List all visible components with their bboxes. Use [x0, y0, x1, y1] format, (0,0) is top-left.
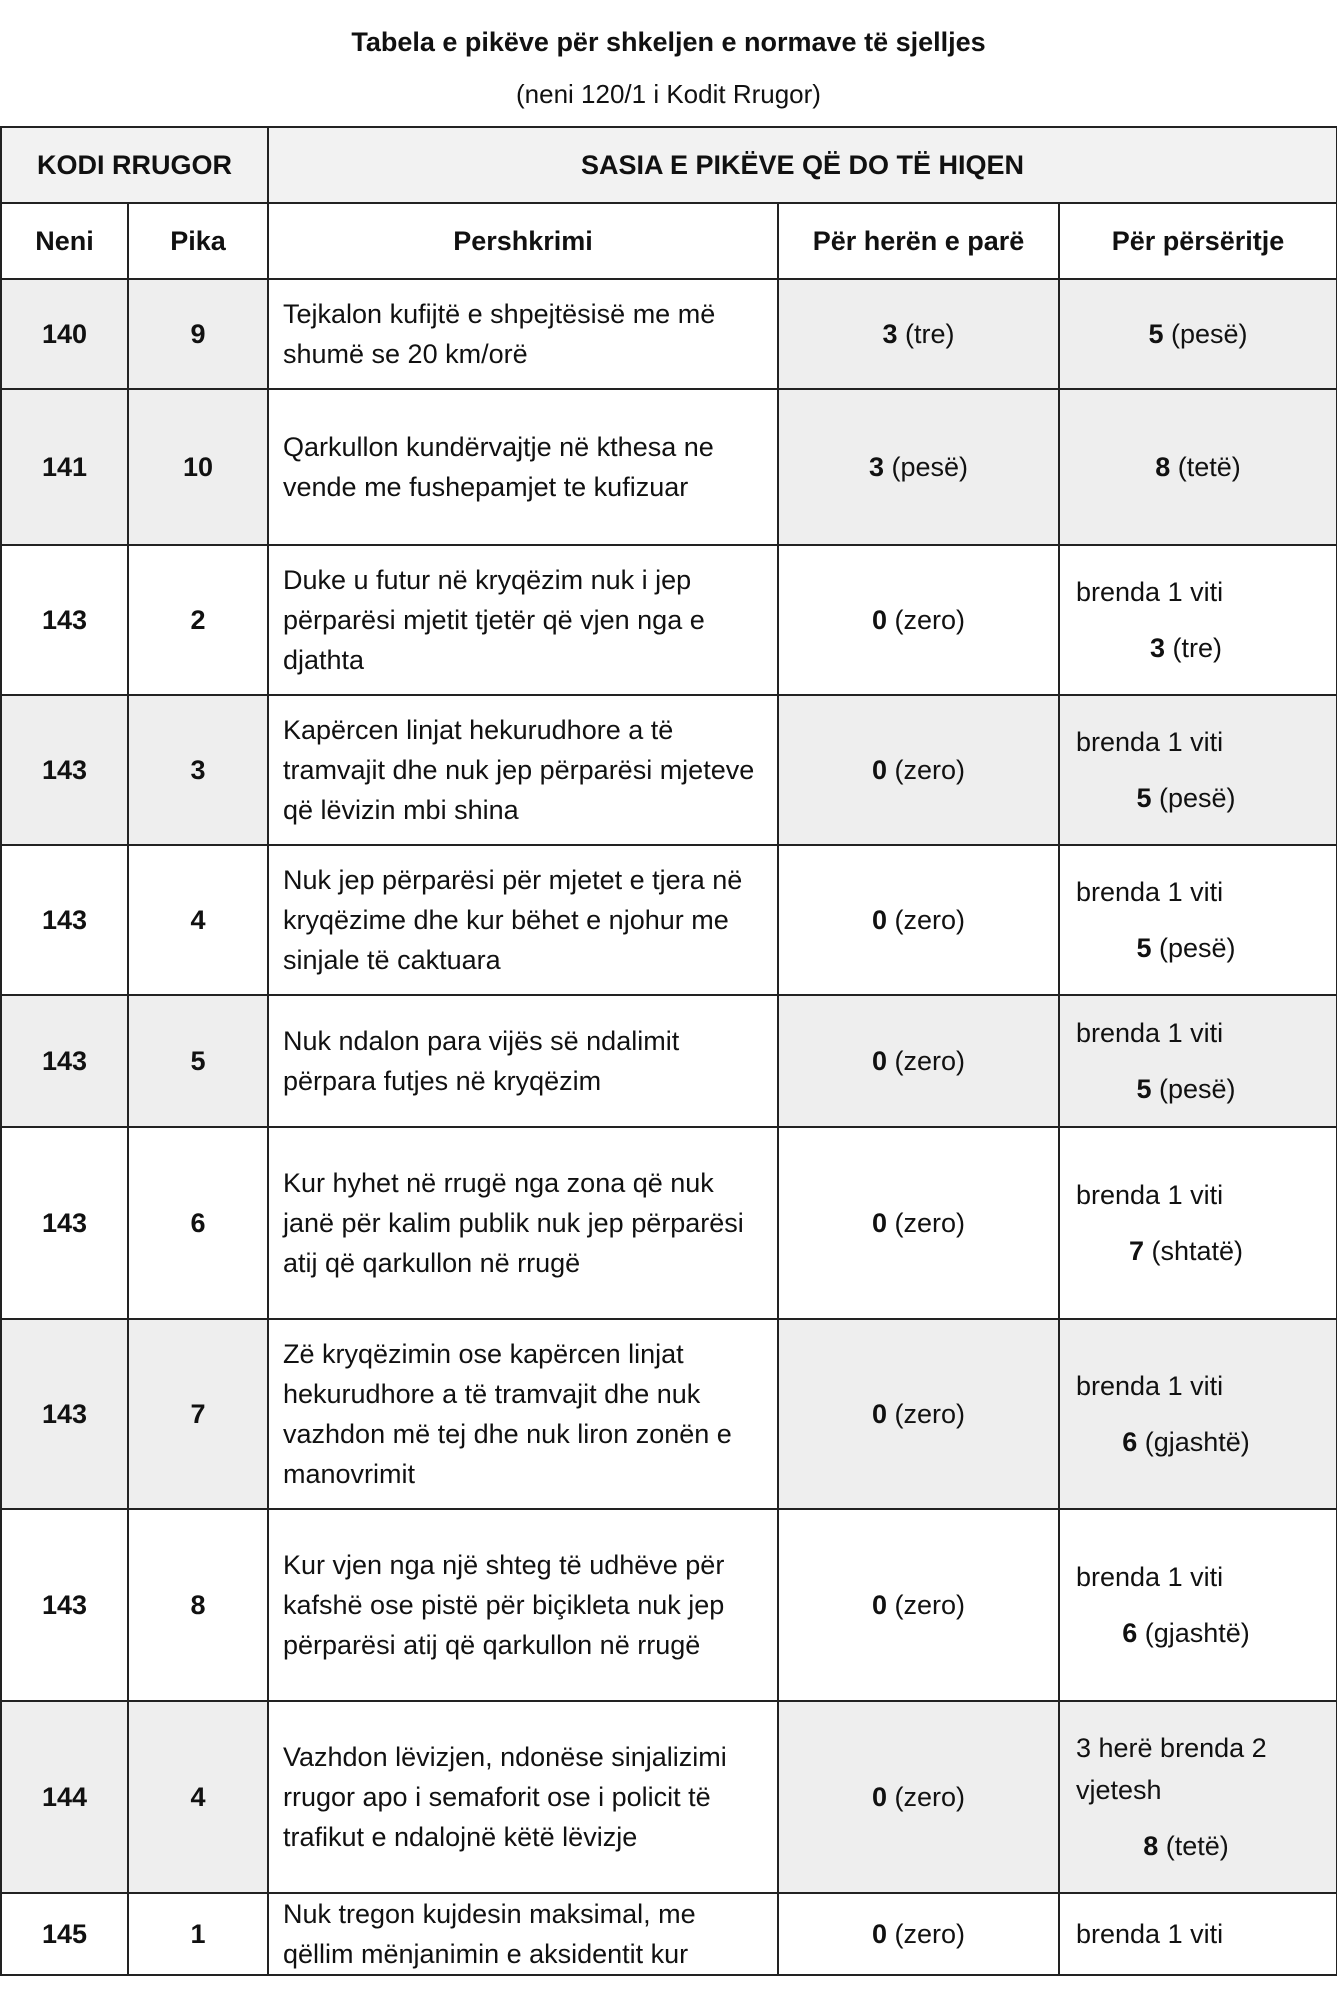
cell-neni: 143 — [1, 1319, 128, 1509]
first-time-number: 0 — [871, 1399, 887, 1429]
first-time-word: (zero) — [894, 905, 966, 935]
cell-pika: 4 — [128, 1701, 268, 1893]
header-neni: Neni — [1, 203, 128, 279]
cell-first-time — [778, 279, 1059, 389]
first-time-number: 0 — [871, 1590, 887, 1620]
first-time-number: 0 — [871, 1782, 887, 1812]
first-time-number: 0 — [871, 1208, 887, 1238]
cell-description: Tejkalon kufijtë e shpejtësisë me më shumë se 20 km/orë — [268, 279, 778, 389]
cell-pika: 8 — [128, 1509, 268, 1701]
cell-pika: 7 — [128, 1319, 268, 1509]
cell-repeat — [1059, 1319, 1337, 1509]
cell-first-time — [778, 845, 1059, 995]
cell-pika: 6 — [128, 1127, 268, 1319]
table-body — [1, 279, 1337, 1975]
repeat-period: brenda 1 viti — [1076, 877, 1224, 907]
cell-first-time — [778, 1893, 1059, 1975]
cell-repeat — [1059, 1893, 1337, 1975]
repeat-period: brenda 1 viti — [1076, 1562, 1224, 1592]
first-time-number: 0 — [871, 1919, 887, 1949]
first-time-word: (zero) — [894, 605, 966, 635]
repeat-number: 8 — [1155, 452, 1171, 482]
header-row-main — [1, 127, 1337, 203]
repeat-points — [1076, 1068, 1336, 1110]
repeat-points — [1076, 927, 1336, 969]
repeat-period: brenda 1 viti — [1076, 727, 1224, 757]
first-time-word: (zero) — [894, 755, 966, 785]
first-time-number: 0 — [871, 755, 887, 785]
repeat-word: (shtatë) — [1151, 1236, 1244, 1266]
table-row — [1, 389, 1337, 545]
cell-description: Zë kryqëzimin ose kapërcen linjat hekurudhore a të tramvajit dhe nuk vazhdon më tej dhe nuk liron zonën e manovrimit — [268, 1319, 778, 1509]
cell-pika: 3 — [128, 695, 268, 845]
cell-neni: 143 — [1, 695, 128, 845]
header-sasia: SASIA E PIKËVE QË DO TË HIQEN — [268, 127, 1337, 203]
repeat-points — [1076, 777, 1336, 819]
repeat-number: 5 — [1136, 783, 1152, 813]
cell-neni: 143 — [1, 545, 128, 695]
table-row — [1, 1319, 1337, 1509]
repeat-word: (pesë) — [1159, 1074, 1236, 1104]
cell-pika: 5 — [128, 995, 268, 1127]
first-time-word: (zero) — [894, 1782, 966, 1812]
cell-neni: 143 — [1, 995, 128, 1127]
repeat-number: 8 — [1143, 1831, 1159, 1861]
cell-pika: 2 — [128, 545, 268, 695]
first-time-word: (zero) — [894, 1399, 966, 1429]
first-time-number: 0 — [871, 905, 887, 935]
cell-description: Kur vjen nga një shteg të udhëve për kafshë ose pistë për biçikleta nuk jep përparësi atij që qarkullon në rrugë — [268, 1509, 778, 1701]
header-pershkrimi: Pershkrimi — [268, 203, 778, 279]
repeat-points — [1148, 319, 1247, 349]
cell-first-time — [778, 995, 1059, 1127]
cell-pika: 9 — [128, 279, 268, 389]
cell-description: Nuk tregon kujdesin maksimal, me qëllim mënjanimin e aksidentit kur — [268, 1893, 778, 1975]
cell-neni: 143 — [1, 1509, 128, 1701]
cell-pika: 10 — [128, 389, 268, 545]
repeat-period: brenda 1 viti — [1076, 577, 1224, 607]
repeat-points — [1076, 1612, 1336, 1654]
cell-repeat — [1059, 279, 1337, 389]
cell-description: Kapërcen linjat hekurudhore a të tramvajit dhe nuk jep përparësi mjeteve që lëvizin mbi shina — [268, 695, 778, 845]
cell-first-time — [778, 1127, 1059, 1319]
header-pika: Pika — [128, 203, 268, 279]
repeat-word: (tetë) — [1165, 1831, 1229, 1861]
table-row — [1, 1509, 1337, 1701]
repeat-points — [1076, 1825, 1336, 1867]
first-time-number: 3 — [868, 452, 884, 482]
table-row — [1, 845, 1337, 995]
repeat-number: 5 — [1136, 1074, 1152, 1104]
first-time-word: (zero) — [894, 1208, 966, 1238]
repeat-number: 5 — [1136, 933, 1152, 963]
cell-pika: 4 — [128, 845, 268, 995]
header-kodi-rrugor: KODI RRUGOR — [1, 127, 268, 203]
cell-repeat — [1059, 1509, 1337, 1701]
cell-repeat — [1059, 1701, 1337, 1893]
points-table — [0, 126, 1337, 1976]
header-row-columns — [1, 203, 1337, 279]
repeat-number: 7 — [1128, 1236, 1144, 1266]
repeat-word: (pesë) — [1159, 783, 1236, 813]
cell-repeat — [1059, 545, 1337, 695]
repeat-word: (tre) — [1172, 633, 1223, 663]
repeat-number: 5 — [1148, 319, 1164, 349]
repeat-period: 3 herë brenda 2 vjetesh — [1076, 1733, 1267, 1805]
cell-neni: 140 — [1, 279, 128, 389]
first-time-number: 0 — [871, 1046, 887, 1076]
cell-neni: 144 — [1, 1701, 128, 1893]
repeat-period: brenda 1 viti — [1076, 1018, 1224, 1048]
cell-first-time — [778, 1319, 1059, 1509]
table-row — [1, 279, 1337, 389]
cell-repeat — [1059, 695, 1337, 845]
first-time-word: (zero) — [894, 1590, 966, 1620]
page-title: Tabela e pikëve për shkeljen e normave të sjelljes — [351, 27, 986, 57]
header-repeat: Për përsëritje — [1059, 203, 1337, 279]
repeat-points — [1076, 1230, 1336, 1272]
repeat-word: (tetë) — [1177, 452, 1241, 482]
repeat-number: 3 — [1149, 633, 1166, 663]
cell-first-time — [778, 545, 1059, 695]
page-subtitle: (neni 120/1 i Kodit Rrugor) — [516, 79, 821, 109]
cell-neni: 143 — [1, 845, 128, 995]
repeat-number: 6 — [1122, 1427, 1138, 1457]
cell-repeat — [1059, 995, 1337, 1127]
cell-neni: 145 — [1, 1893, 128, 1975]
cell-neni: 143 — [1, 1127, 128, 1319]
cell-first-time — [778, 695, 1059, 845]
cell-description: Kur hyhet në rrugë nga zona që nuk janë për kalim publik nuk jep përparësi atij që qarkullon në rrugë — [268, 1127, 778, 1319]
repeat-word: (gjashtë) — [1144, 1618, 1250, 1648]
first-time-word: (pesë) — [891, 452, 969, 482]
first-time-number: 0 — [871, 605, 887, 635]
repeat-word: (pesë) — [1171, 319, 1248, 349]
repeat-word: (gjashtë) — [1144, 1427, 1250, 1457]
cell-repeat — [1059, 1127, 1337, 1319]
repeat-points — [1155, 452, 1241, 482]
first-time-word: (zero) — [894, 1046, 966, 1076]
repeat-period: brenda 1 viti — [1076, 1371, 1224, 1401]
cell-description: Nuk ndalon para vijës së ndalimit përpara futjes në kryqëzim — [268, 995, 778, 1127]
first-time-word: (zero) — [894, 1919, 966, 1949]
cell-repeat — [1059, 389, 1337, 545]
cell-first-time — [778, 389, 1059, 545]
table-row — [1, 1127, 1337, 1319]
cell-description: Nuk jep përparësi për mjetet e tjera në kryqëzime dhe kur bëhet e njohur me sinjale të caktuara — [268, 845, 778, 995]
table-row — [1, 695, 1337, 845]
first-time-number: 3 — [882, 319, 898, 349]
table-row — [1, 995, 1337, 1127]
header-first-time: Për herën e parë — [778, 203, 1059, 279]
table-row — [1, 1893, 1337, 1975]
cell-first-time — [778, 1701, 1059, 1893]
cell-neni: 141 — [1, 389, 128, 545]
cell-description: Duke u futur në kryqëzim nuk i jep përparësi mjetit tjetër që vjen nga e djathta — [268, 545, 778, 695]
table-row — [1, 1701, 1337, 1893]
cell-first-time — [778, 1509, 1059, 1701]
cell-pika: 1 — [128, 1893, 268, 1975]
repeat-number: 6 — [1122, 1618, 1138, 1648]
cell-repeat — [1059, 845, 1337, 995]
repeat-period: brenda 1 viti — [1076, 1919, 1224, 1949]
repeat-period: brenda 1 viti — [1076, 1180, 1224, 1210]
first-time-word: (tre) — [905, 319, 955, 349]
repeat-points — [1076, 1421, 1336, 1463]
cell-description: Vazhdon lëvizjen, ndonëse sinjalizimi rrugor apo i semaforit ose i policit të trafikut e ndalojnë këtë lëvizje — [268, 1701, 778, 1893]
table-row — [1, 545, 1337, 695]
repeat-points — [1076, 627, 1336, 669]
cell-description: Qarkullon kundërvajtje në kthesa ne vende me fushepamjet te kufizuar — [268, 389, 778, 545]
repeat-word: (pesë) — [1159, 933, 1236, 963]
